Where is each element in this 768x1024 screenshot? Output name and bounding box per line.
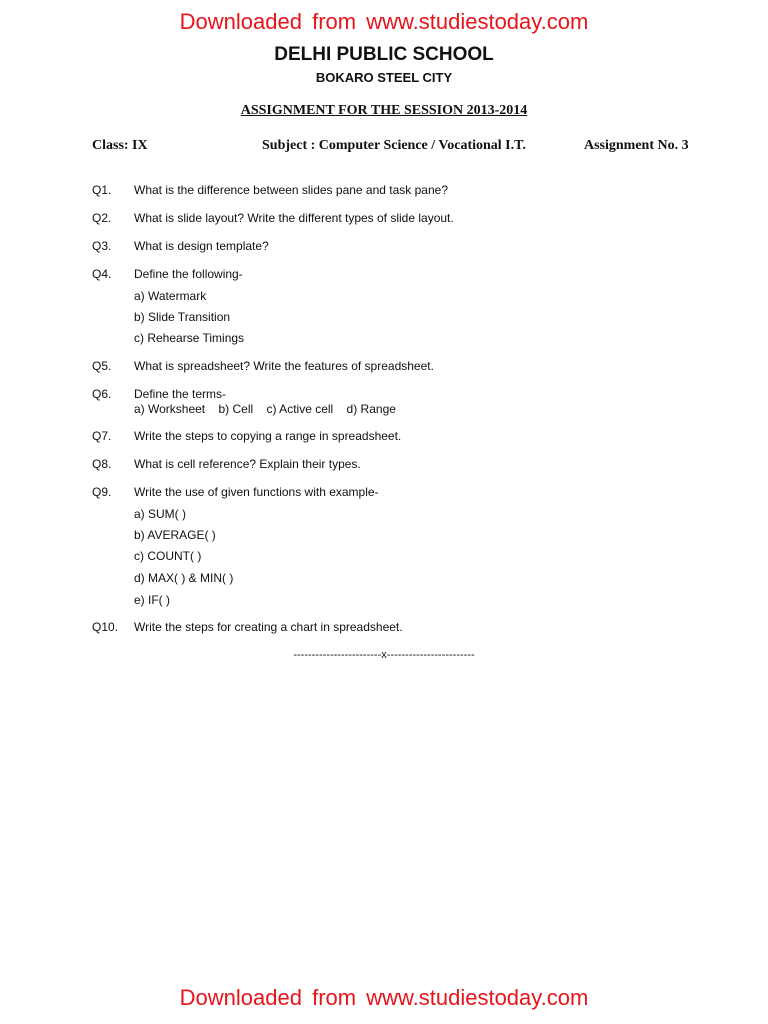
question-number: Q7. xyxy=(92,429,112,443)
question-text: What is design template? xyxy=(134,239,269,253)
watermark-bottom: Downloaded from www.studiestoday.com xyxy=(179,985,589,1010)
sub-item: a) SUM( ) xyxy=(134,507,186,521)
term-item: b) Cell xyxy=(218,402,254,416)
question-text: What is cell reference? Explain their types. xyxy=(134,457,361,471)
sub-item: a) Watermark xyxy=(134,289,207,303)
question-number: Q1. xyxy=(92,183,112,197)
question-text: What is the difference between slides pane and task pane? xyxy=(134,183,448,197)
assignment-number: Assignment No. 3 xyxy=(584,138,689,153)
question-number: Q4. xyxy=(92,267,112,281)
question-text: What is spreadsheet? Write the features of spreadsheet. xyxy=(134,359,434,373)
question-number: Q6. xyxy=(92,387,112,401)
term-item: d) Range xyxy=(346,402,396,416)
question-text: Define the terms- xyxy=(134,387,227,401)
question-number: Q5. xyxy=(92,359,112,373)
school-city: BOKARO STEEL CITY xyxy=(315,70,453,85)
watermark-top: Downloaded from www.studiestoday.com xyxy=(179,9,589,34)
sub-item: d) MAX( ) & MIN( ) xyxy=(134,571,234,585)
sub-item: c) COUNT( ) xyxy=(134,549,202,563)
question-number: Q9. xyxy=(92,485,112,499)
subject-label: Subject : Computer Science / Vocational I.T. xyxy=(262,138,526,153)
question-number: Q10. xyxy=(92,620,119,634)
class-label: Class: IX xyxy=(92,138,148,153)
question-text: Write the steps for creating a chart in spreadsheet. xyxy=(134,620,403,634)
question-text: Define the following- xyxy=(134,267,243,281)
end-marker: ------------------------x------------------------ xyxy=(293,649,475,661)
question-number: Q2. xyxy=(92,211,112,225)
school-name: DELHI PUBLIC SCHOOL xyxy=(274,44,494,65)
sub-item: b) AVERAGE( ) xyxy=(134,528,216,542)
question-text: Write the use of given functions with example- xyxy=(134,485,379,499)
question-text: What is slide layout? Write the different types of slide layout. xyxy=(134,211,454,225)
term-item: c) Active cell xyxy=(266,402,334,416)
sub-item: c) Rehearse Timings xyxy=(134,331,245,345)
question-number: Q3. xyxy=(92,239,112,253)
assignment-title: ASSIGNMENT FOR THE SESSION 2013-2014 xyxy=(240,103,528,118)
term-item: a) Worksheet xyxy=(134,402,206,416)
question-number: Q8. xyxy=(92,457,112,471)
sub-item: b) Slide Transition xyxy=(134,310,231,324)
terms-row xyxy=(134,402,406,416)
sub-item: e) IF( ) xyxy=(134,593,170,607)
question-text: Write the steps to copying a range in spreadsheet. xyxy=(134,429,402,443)
